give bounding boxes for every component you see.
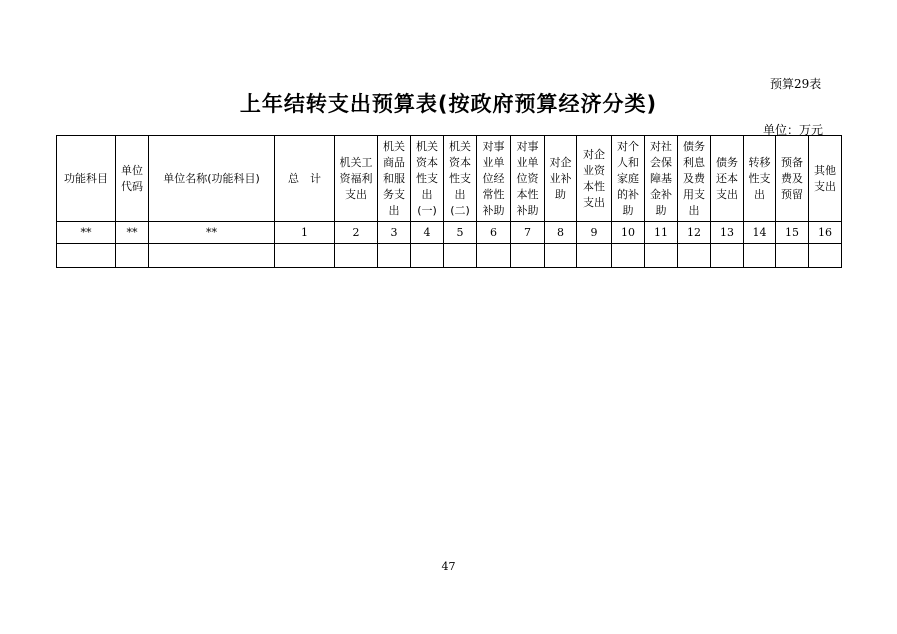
code-cell: 3	[378, 222, 411, 244]
header-cell: 转移性支出	[744, 136, 776, 222]
header-cell: 单位名称(功能科目)	[149, 136, 275, 222]
code-cell: 8	[545, 222, 577, 244]
table-number: 预算29表	[770, 77, 822, 91]
page-title: 上年结转支出预算表(按政府预算经济分类)	[239, 92, 658, 116]
header-cell: 机关工资福利支出	[335, 136, 378, 222]
header-cell: 对事业单位资本性补助	[511, 136, 545, 222]
header-cell: 对个人和家庭的补助	[612, 136, 645, 222]
table-cell	[776, 244, 809, 268]
header-cell: 单位代码	[116, 136, 149, 222]
header-cell: 对企业补助	[545, 136, 577, 222]
header-cell: 其他支出	[809, 136, 842, 222]
code-cell: 7	[511, 222, 545, 244]
budget-table	[56, 135, 842, 268]
header-row	[57, 136, 842, 222]
table-cell	[511, 244, 545, 268]
table-cell	[411, 244, 444, 268]
header-cell: 总 计	[275, 136, 335, 222]
code-cell: 11	[645, 222, 678, 244]
code-cell: 6	[477, 222, 511, 244]
header-cell: 机关商品和服务支出	[378, 136, 411, 222]
header-cell: 债务利息及费用支出	[678, 136, 711, 222]
code-cell: **	[57, 222, 116, 244]
table-cell	[577, 244, 612, 268]
table-cell	[57, 244, 116, 268]
code-cell: 12	[678, 222, 711, 244]
table-cell	[477, 244, 511, 268]
table-cell	[711, 244, 744, 268]
table-cell	[612, 244, 645, 268]
table-cell	[335, 244, 378, 268]
header-cell: 对社会保障基金补助	[645, 136, 678, 222]
header-cell: 对事业单位经常性补助	[477, 136, 511, 222]
table-cell	[149, 244, 275, 268]
unit-label: 单位：万元	[763, 123, 824, 137]
header-cell: 机关资本性支出(二)	[444, 136, 477, 222]
table-cell	[378, 244, 411, 268]
table-cell	[275, 244, 335, 268]
code-cell: 14	[744, 222, 776, 244]
table-cell	[645, 244, 678, 268]
code-cell: 16	[809, 222, 842, 244]
column-code-row	[57, 222, 842, 244]
table-cell	[116, 244, 149, 268]
empty-data-row	[57, 244, 842, 268]
header-cell: 债务还本支出	[711, 136, 744, 222]
code-cell: 2	[335, 222, 378, 244]
code-cell: 15	[776, 222, 809, 244]
table-cell	[809, 244, 842, 268]
table-cell	[545, 244, 577, 268]
code-cell: 10	[612, 222, 645, 244]
header-cell: 机关资本性支出(一)	[411, 136, 444, 222]
header-cell: 对企业资本性支出	[577, 136, 612, 222]
code-cell: 5	[444, 222, 477, 244]
table-cell	[678, 244, 711, 268]
code-cell: **	[116, 222, 149, 244]
page-number: 47	[441, 560, 456, 573]
header-cell: 功能科目	[57, 136, 116, 222]
table-cell	[744, 244, 776, 268]
code-cell: 4	[411, 222, 444, 244]
code-cell: **	[149, 222, 275, 244]
code-cell: 13	[711, 222, 744, 244]
header-cell: 预备费及预留	[776, 136, 809, 222]
table-cell	[444, 244, 477, 268]
code-cell: 9	[577, 222, 612, 244]
code-cell: 1	[275, 222, 335, 244]
